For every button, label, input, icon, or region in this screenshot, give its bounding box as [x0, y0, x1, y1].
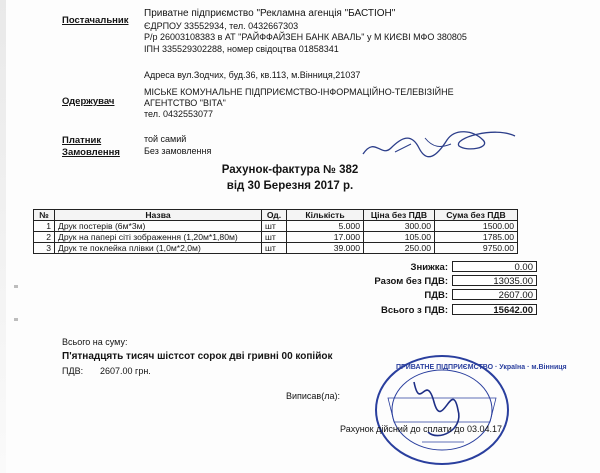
row-sum: 1785.00: [435, 232, 518, 243]
invoice-title: Рахунок-фактура № 382: [221, 164, 359, 176]
row-qty: 17.000: [287, 232, 364, 243]
punch-hole-mark: [14, 285, 18, 288]
stamp-text: ПРИВАТНЕ ПІДПРИЄМСТВО · Україна · м.Вінниця: [396, 364, 567, 371]
payer-label: Платник: [62, 135, 102, 146]
row-price: 300.00: [364, 221, 435, 232]
row-number: 1: [34, 221, 55, 232]
order-value: Без замовлення: [144, 146, 212, 156]
vat-label: ПДВ:: [424, 290, 448, 301]
table-header-row: [34, 210, 518, 221]
row-unit: шт: [262, 221, 287, 232]
col-qty-header: Кількість: [287, 210, 364, 221]
table-row: [34, 221, 518, 232]
col-price-header: Ціна без ПДВ: [364, 210, 435, 221]
total-value: 15642.00: [452, 304, 537, 315]
subtotal-value: 13035.00: [452, 275, 537, 286]
recipient-label: Одержувач: [62, 96, 115, 107]
signature-mark: [355, 118, 525, 166]
supplier-edrpou: ЄДРПОУ 33552934, тел. 0432667303: [144, 21, 299, 31]
row-number: 2: [34, 232, 55, 243]
validity-note: Рахунок дійсний до сплати до 03.04.17: [340, 424, 503, 434]
vat-value: 2607.00: [452, 289, 537, 300]
sum-in-words: П'ятнадцять тисяч шістсот сорок дві гривні 00 копійок: [62, 351, 333, 362]
row-price: 250.00: [364, 243, 435, 254]
supplier-label: Постачальник: [62, 15, 129, 26]
table-row: [34, 243, 518, 254]
recipient-phone: тел. 0432553077: [144, 109, 214, 119]
row-name: Друк постерів (6м*3м): [55, 221, 262, 232]
row-unit: шт: [262, 232, 287, 243]
invoice-date: від 30 Березня 2017 р.: [226, 180, 354, 192]
signed-by-label: Виписав(ла):: [286, 391, 340, 401]
col-number-header: №: [34, 210, 55, 221]
row-name: Друк на папері сіті зображення (1,20м*1,80м): [55, 232, 262, 243]
sum-label: Всього на суму:: [62, 337, 128, 347]
discount-value: 0.00: [452, 261, 537, 272]
total-label: Всього з ПДВ:: [380, 305, 448, 316]
payer-value: той самий: [144, 134, 187, 144]
recipient-name-line1: МІСЬКЕ КОМУНАЛЬНЕ ПІДПРИЄМСТВО-ІНФОРМАЦІЙНО-ТЕЛЕВІЗІЙНЕ: [144, 87, 454, 97]
row-name: Друк те поклейка плівки (1,0м*2,0м): [55, 243, 262, 254]
order-label: Замовлення: [62, 147, 120, 158]
discount-label: Знижка:: [410, 262, 448, 273]
col-unit-header: Од.: [262, 210, 287, 221]
punch-hole-mark: [14, 318, 18, 321]
row-qty: 39.000: [287, 243, 364, 254]
row-qty: 5.000: [287, 221, 364, 232]
row-sum: 9750.00: [435, 243, 518, 254]
row-sum: 1500.00: [435, 221, 518, 232]
table-row: [34, 232, 518, 243]
row-number: 3: [34, 243, 55, 254]
supplier-name: Приватне підприємство "Рекламна агенція "БАСТІОН": [144, 8, 396, 19]
row-price: 105.00: [364, 232, 435, 243]
supplier-ipn: ІПН 335529302288, номер свідоцтва 01858341: [144, 44, 339, 54]
items-table: [33, 209, 518, 254]
recipient-name-line2: АГЕНТСТВО "ВІТА": [144, 98, 226, 108]
words-vat-value: 2607.00 грн.: [100, 366, 151, 376]
row-unit: шт: [262, 243, 287, 254]
col-name-header: Назва: [55, 210, 262, 221]
subtotal-label: Разом без ПДВ:: [374, 276, 448, 287]
binder-edge: [0, 0, 6, 473]
supplier-bank-account: Р/р 26003108383 в АТ "РАЙФФАЙЗЕН БАНК АВАЛЬ" у М КИЄВІ МФО 380805: [144, 32, 467, 42]
col-sum-header: Сума без ПДВ: [435, 210, 518, 221]
supplier-address: Адреса вул.Зодчих, буд.36, кв.113, м.Вінниця,21037: [144, 70, 361, 80]
words-vat-label: ПДВ:: [62, 366, 84, 376]
